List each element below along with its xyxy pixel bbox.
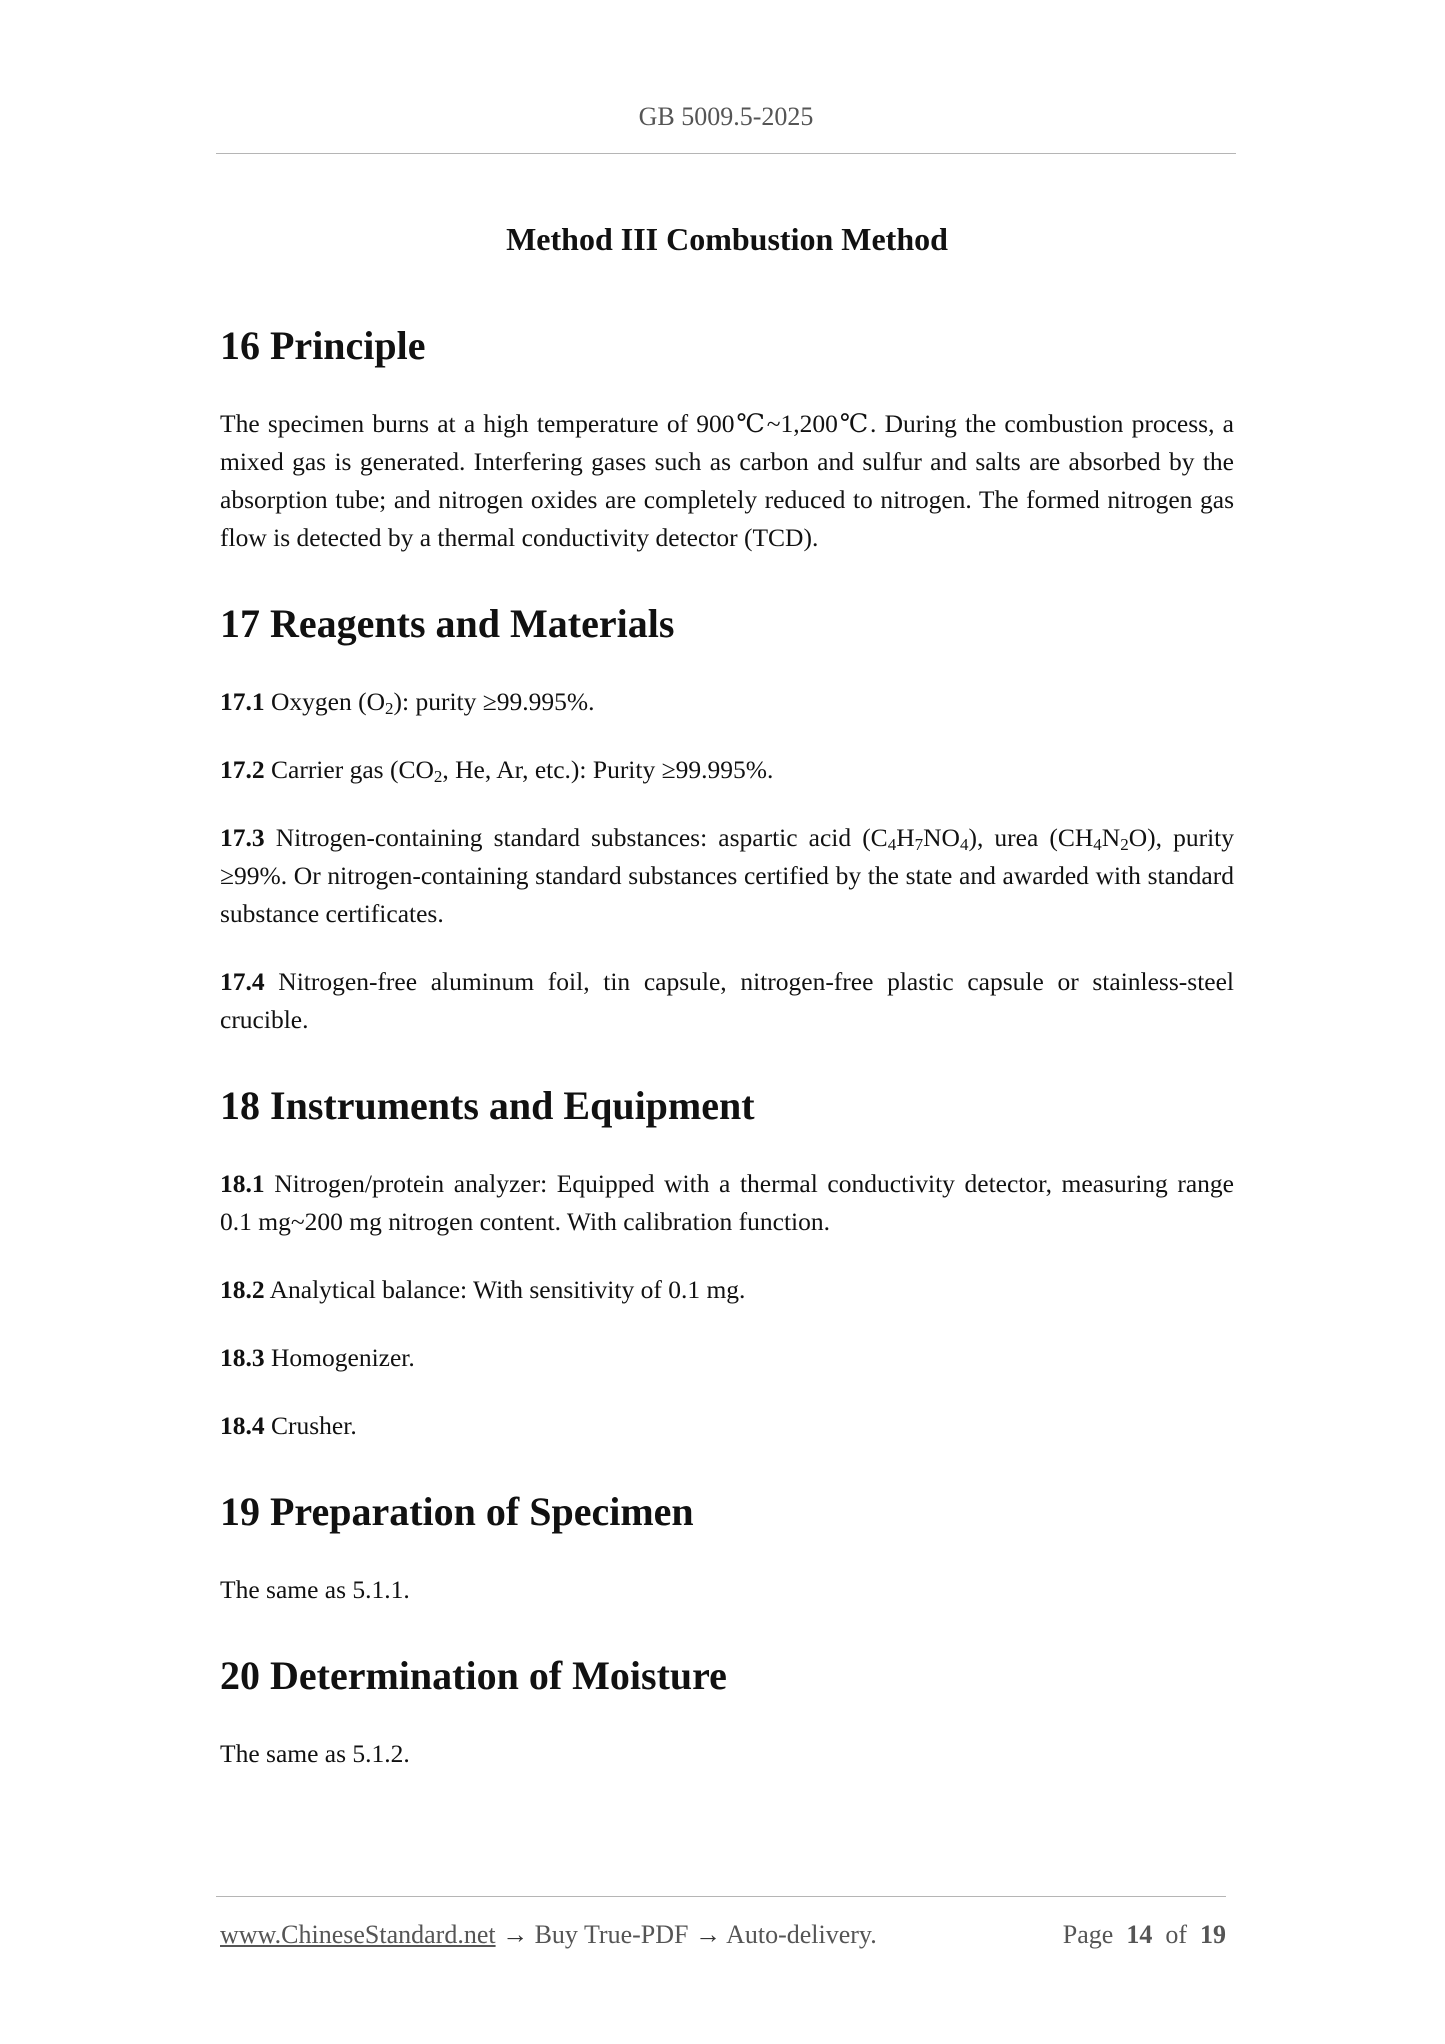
section-20-heading: 20 Determination of Moisture	[220, 1653, 727, 1698]
section-18-heading: 18 Instruments and Equipment	[220, 1083, 755, 1128]
footer-links	[220, 1918, 877, 1952]
site-link[interactable]: www.ChineseStandard.net	[220, 1920, 496, 1949]
auto-delivery-text: Auto-delivery.	[726, 1920, 877, 1949]
header-doc-code: GB 5009.5-2025	[638, 102, 814, 131]
section-20-body: The same as 5.1.2.	[220, 1739, 410, 1768]
item-number: 18.3	[220, 1343, 265, 1372]
page-total: 19	[1200, 1920, 1226, 1949]
item-17-4: 17.4 Nitrogen-free aluminum foil, tin capsule, nitrogen-free plastic capsule or stainless-steel crucible.	[220, 967, 1234, 1034]
arrow-right-icon: →	[695, 1920, 721, 1949]
item-number: 17.4	[220, 967, 265, 996]
item-number: 18.1	[220, 1169, 265, 1198]
arrow-right-icon: →	[502, 1920, 529, 1949]
buy-true-pdf-text: Buy True-PDF	[534, 1920, 689, 1949]
method-title: Method III Combustion Method	[506, 221, 948, 257]
item-17-2: 17.2 Carrier gas ($CO_2$, He, Ar, etc.): Purity ≥99.995%.	[220, 755, 774, 786]
item-18-4: 18.4 Crusher.	[220, 1411, 357, 1440]
page-number: 14	[1126, 1920, 1153, 1949]
section-19-body: The same as 5.1.1.	[220, 1575, 410, 1604]
item-17-1: 17.1 Oxygen $(O_2)$: purity ≥99.995%.	[220, 687, 595, 718]
item-number: 17.3	[220, 823, 265, 852]
item-18-1: 18.1 Nitrogen/protein analyzer: Equipped with a thermal conductivity detector, measuring range 0.1 mg~200 mg nitrogen content. With calibration function.	[220, 1169, 1234, 1236]
item-number: 18.2	[220, 1275, 265, 1304]
section-17-heading: 17 Reagents and Materials	[220, 601, 675, 646]
page-counter	[1063, 1918, 1226, 1952]
item-18-3: 18.3 Homogenizer.	[220, 1343, 415, 1372]
page-label: Page	[1062, 1920, 1114, 1949]
page-body	[220, 218, 1234, 1803]
item-number: 17.1	[220, 687, 265, 716]
item-17-3: 17.3 Nitrogen-containing standard substances: aspartic acid $(C_4H_7NO_4)$, urea $(CH_4N_2O)$, purity ≥99%. Or nitrogen-containing standard substances certified by the state and awarded with standard substance certificates.	[220, 823, 1234, 928]
item-number: 17.2	[220, 755, 265, 784]
item-number: 18.4	[220, 1411, 265, 1440]
of-label: of	[1165, 1920, 1187, 1949]
footer-rule	[216, 1896, 1226, 1897]
section-19-heading: 19 Preparation of Specimen	[220, 1489, 694, 1534]
section-16-heading: 16 Principle	[220, 323, 426, 368]
item-18-2: 18.2 Analytical balance: With sensitivity of 0.1 mg.	[220, 1275, 746, 1304]
section-16-body: The specimen burns at a high temperature of 900℃~1,200℃. During the combustion process, a mixed gas is generated. Interfering gases such as carbon and sulfur and salts are absorbed by the absorption tube; and nitrogen oxides are completely reduced to nitrogen. The formed nitrogen gas flow is detected by a thermal conductivity detector (TCD).	[220, 409, 1234, 552]
header-rule	[216, 153, 1236, 154]
